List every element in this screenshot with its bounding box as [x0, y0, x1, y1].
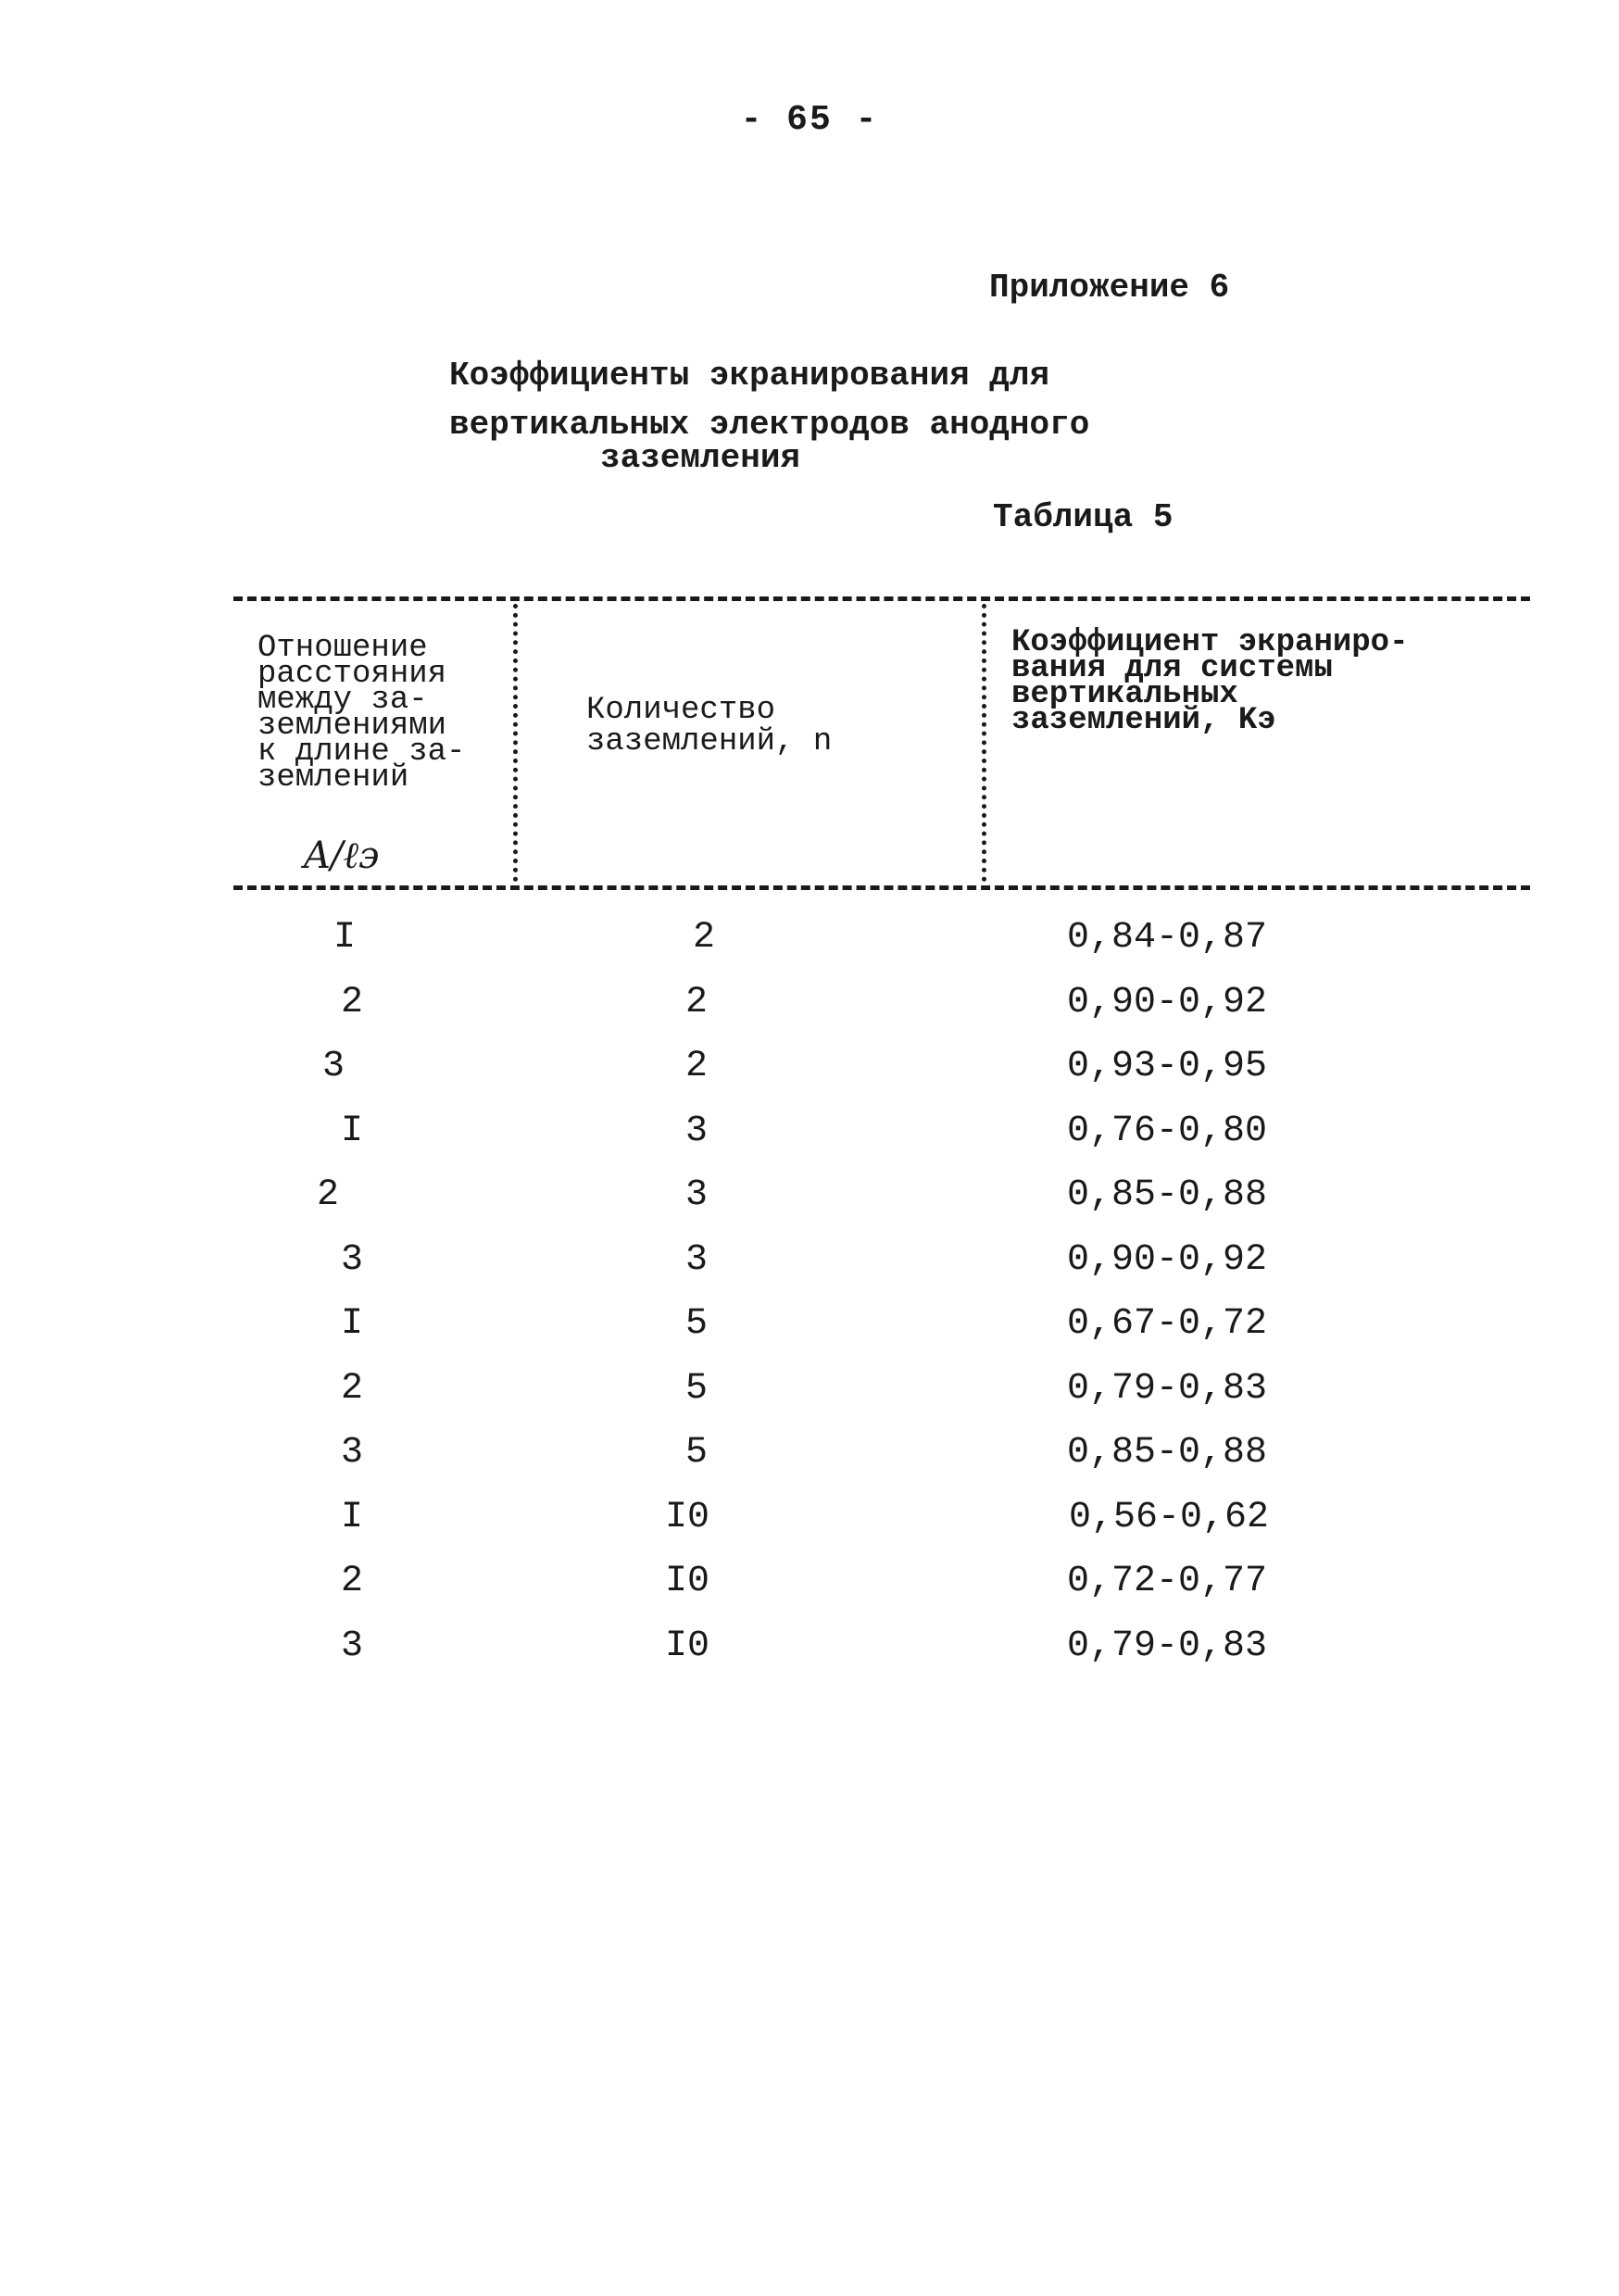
cell-ratio: 2: [341, 981, 364, 1023]
table-row: [0, 1294, 1619, 1359]
cell-count: I0: [665, 1496, 710, 1538]
cell-coefficient: 0,79-0,83: [1067, 1625, 1268, 1667]
cell-count: I0: [665, 1625, 710, 1667]
header-ratio: Отношение расстояния между за- землениями к длине за- землений: [257, 631, 466, 796]
table-row: [0, 1165, 1619, 1230]
cell-count: 2: [685, 981, 709, 1023]
table-body: [0, 908, 1619, 1680]
cell-coefficient: 0,67-0,72: [1067, 1303, 1268, 1345]
cell-ratio: I: [333, 917, 357, 959]
table-row: [0, 1423, 1619, 1487]
column-separator-2: [982, 604, 986, 882]
title-line-3: заземления: [600, 439, 801, 477]
cell-count: I0: [665, 1561, 710, 1602]
cell-ratio: 2: [341, 1561, 364, 1602]
cell-count: 2: [685, 1046, 709, 1087]
table-row: [0, 1487, 1619, 1552]
table-row: [0, 1230, 1619, 1295]
cell-ratio: I: [341, 1110, 364, 1152]
table-row: [0, 1359, 1619, 1424]
table-row: [0, 1101, 1619, 1166]
cell-count: 3: [685, 1110, 709, 1152]
cell-coefficient: 0,84-0,87: [1067, 917, 1268, 959]
header-count: Количество заземлений, n: [586, 693, 833, 759]
title-line-1: Коэффициенты экранирования для: [449, 357, 1050, 395]
cell-coefficient: 0,85-0,88: [1067, 1432, 1268, 1474]
table-label: Таблица 5: [993, 498, 1173, 536]
cell-count: 5: [685, 1303, 709, 1345]
cell-ratio: 3: [341, 1625, 364, 1667]
cell-ratio: 3: [322, 1046, 345, 1087]
header-coefficient: Коэффициент экраниро- вания для системы вертикальных заземлений, Kэ: [1011, 625, 1409, 738]
cell-ratio: 3: [341, 1432, 364, 1474]
table-row: [0, 1036, 1619, 1101]
cell-count: 5: [685, 1367, 709, 1410]
cell-ratio: I: [341, 1496, 364, 1538]
cell-ratio: 2: [317, 1174, 340, 1216]
cell-coefficient: 0,93-0,95: [1067, 1046, 1268, 1087]
cell-coefficient: 0,56-0,62: [1069, 1496, 1270, 1538]
cell-coefficient: 0,76-0,80: [1067, 1110, 1268, 1152]
table-header-rule: [233, 885, 1530, 890]
table-row: [0, 908, 1619, 972]
cell-ratio: I: [341, 1303, 364, 1345]
cell-coefficient: 0,90-0,92: [1067, 1238, 1268, 1281]
page-number: - 65 -: [740, 100, 879, 140]
header-ratio-formula: A/ℓэ: [304, 834, 380, 877]
cell-coefficient: 0,79-0,83: [1067, 1367, 1268, 1410]
cell-coefficient: 0,85-0,88: [1067, 1174, 1268, 1216]
table-row: [0, 1551, 1619, 1616]
table-row: [0, 1616, 1619, 1681]
cell-count: 3: [685, 1238, 709, 1281]
table-top-rule: [233, 596, 1530, 601]
cell-ratio: 3: [341, 1238, 364, 1281]
cell-count: 5: [685, 1432, 709, 1474]
appendix-label: Приложение 6: [989, 269, 1230, 307]
cell-count: 3: [685, 1174, 709, 1216]
cell-coefficient: 0,90-0,92: [1067, 981, 1268, 1023]
column-separator-1: [513, 604, 518, 882]
cell-coefficient: 0,72-0,77: [1067, 1561, 1268, 1602]
cell-ratio: 2: [341, 1367, 364, 1410]
title-line-2: вертикальных электродов анодного: [449, 406, 1090, 444]
cell-count: 2: [693, 917, 716, 959]
table-row: [0, 972, 1619, 1037]
